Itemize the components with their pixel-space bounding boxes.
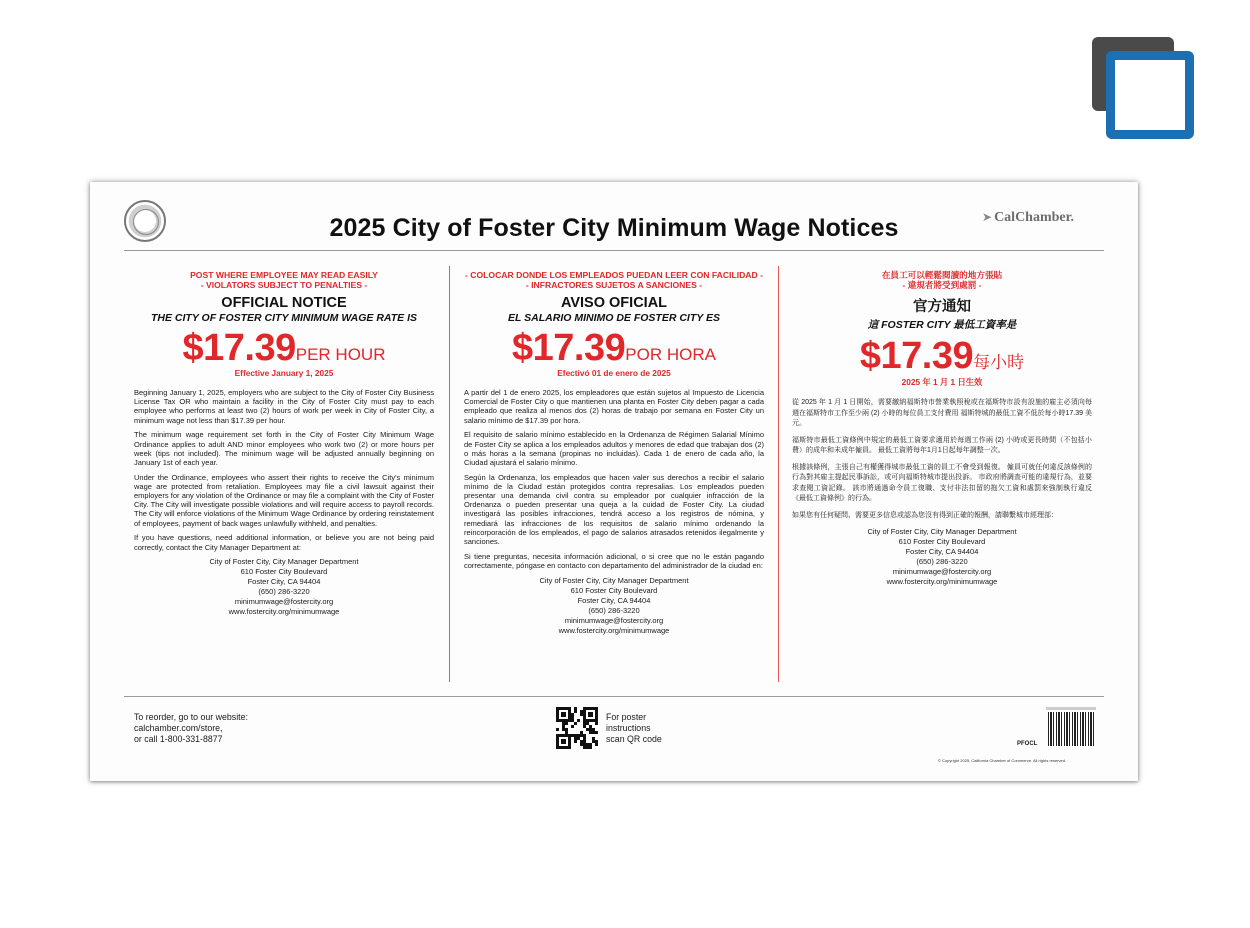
body-paragraph: If you have questions, need additional information, or believe you are not being paid correctly, contact the City Manager Department at:	[134, 533, 434, 552]
copyright-notice: © Copyright 2025, California Chamber of Commerce. All rights reserved.	[938, 758, 1067, 763]
qr-finder	[556, 734, 571, 749]
qr-instructions	[606, 712, 662, 745]
footer-divider	[124, 696, 1104, 697]
penalty-warning: - VIOLATORS SUBJECT TO PENALTIES -	[200, 280, 368, 290]
minimum-wage-poster[interactable]	[90, 182, 1138, 781]
qr-module	[574, 722, 577, 725]
qr-module	[595, 743, 598, 746]
reorder-website: calchamber.com/store,	[134, 723, 223, 733]
poster-title: 2025 City of Foster City Minimum Wage Notices	[329, 214, 899, 242]
qr-finder	[583, 707, 598, 722]
body-paragraph: Si tiene preguntas, necesita información adicional, o si cree que no le están pagando correctamente, póngase en contacto con departamento del administrador de la ciudad en:	[464, 551, 764, 570]
post-instruction: POST WHERE EMPLOYEE MAY READ EASILY	[190, 270, 378, 280]
qr-label-line: instructions	[606, 723, 651, 733]
calchamber-brand: CalChamber.	[994, 210, 1075, 225]
contact-email: minimumwage@fostercity.org	[234, 597, 334, 607]
penalty-warning: - INFRACTORES SUJETOS A SANCIONES -	[525, 280, 703, 290]
effective-date: 2025 年 1 月 1 日生效	[901, 377, 983, 387]
column-divider	[449, 266, 450, 682]
contact-street: 610 Foster City Boulevard	[570, 585, 658, 595]
reorder-phone: or call 1-800-331-8877	[134, 734, 223, 744]
body-paragraph: 從 2025 年 1 月 1 日開始，需要繳納福斯特市營業執照稅或在福斯特市設有設施的雇主必須向每週在福斯特市工作至少兩 (2) 小時的每位員工支付費用 福斯特城的最低工資不低於每小時17.39 美元。	[792, 399, 1092, 427]
body-paragraph: Según la Ordenanza, los empleados que hacen valer sus derechos a recibir el salario mínimo de la Ciudad están protegidos contra represalias. Los empleados pueden presentar una demanda civil contra su empleador por cualquier infracción de la Ordenanza o pueden presentar una queja a la cuidad de Foster City. La ciudad investigará las posibles infracciones, tendrá acceso a los registros de nómina, y remediará las infracciones de los requisitos de salario mínimo ordenando la reincorporación de los empleados, el pago de salarios atrasados retenidos ilegalmente y sanciones.	[464, 472, 764, 547]
contact-department: City of Foster City, City Manager Department	[867, 527, 1017, 536]
body-paragraph: Beginning January 1, 2025, employers who are subject to the City of Foster City Business License Tax OR who maintain a facility in the City of Foster City must pay to each employee who performs at least two (2) hours of work per week in City of Foster City, a minimum wage not less than $17.39 per hour.	[134, 388, 434, 425]
contact-city: Foster City, CA 94404	[247, 577, 321, 587]
wage-rate	[464, 326, 764, 370]
header-divider	[124, 250, 1104, 251]
contact-street: 610 Foster City Boulevard	[240, 567, 328, 577]
effective-date: Effective January 1, 2025	[234, 368, 334, 378]
qr-module	[574, 710, 577, 713]
qr-code-icon[interactable]	[556, 707, 598, 749]
notice-body	[134, 388, 434, 552]
english-notice-column	[134, 270, 434, 617]
body-paragraph: 如果您有任何疑問、需要更多信息或認為您沒有得到正確的報酬，請聯繫城市經理部：	[792, 511, 1058, 519]
qr-module	[571, 725, 574, 728]
wage-amount: $17.39	[859, 335, 974, 377]
notice-body	[792, 398, 1092, 521]
notice-subtitle: EL SALARIO MINIMO DE FOSTER CITY ES	[508, 312, 720, 324]
contact-phone: (650) 286-3220	[258, 587, 310, 597]
wage-unit: POR HORA	[625, 345, 716, 364]
contact-department: City of Foster City, City Manager Department	[539, 575, 689, 585]
wage-amount: $17.39	[182, 327, 296, 369]
effective-date: Efectivó 01 de enero de 2025	[557, 368, 671, 378]
wage-amount: $17.39	[512, 327, 626, 369]
qr-module	[577, 719, 580, 722]
penalty-warning: - 違規者將受到處罰 -	[902, 280, 982, 290]
reorder-line: To reorder, go to our website:	[134, 712, 248, 722]
body-paragraph: El requisito de salario mínimo establecido en la Ordenanza de Régimen Salarial Mínimo de Foster City se aplica a los empleados adultos y menores de edad que trabajan dos (2) o más horas a la semana (propinas no incluidas). Cada 1 de enero de cada año, la Ciudad ajustará el salario mínimo.	[464, 430, 764, 467]
notice-heading: OFFICIAL NOTICE	[221, 295, 347, 311]
qr-module	[595, 722, 598, 725]
contact-block	[792, 527, 1092, 587]
qr-module	[595, 731, 598, 734]
qr-module	[580, 713, 583, 716]
contact-email: minimumwage@fostercity.org	[564, 615, 664, 625]
column-divider	[778, 266, 779, 682]
post-instruction: - COLOCAR DONDE LOS EMPLEADOS PUEDAN LEER CON FACILIDAD -	[465, 270, 763, 280]
contact-department: City of Foster City, City Manager Department	[209, 557, 359, 567]
contact-street: 610 Foster City Boulevard	[898, 537, 986, 546]
notice-subtitle: THE CITY OF FOSTER CITY MINIMUM WAGE RATE IS	[150, 312, 417, 324]
chinese-notice-column	[792, 270, 1092, 587]
qr-finder	[556, 707, 571, 722]
post-instruction: 在員工可以輕鬆閱讀的地方張貼	[881, 270, 1003, 280]
barcode-icon	[1048, 712, 1094, 746]
qr-label-line: scan QR code	[606, 734, 662, 744]
wage-unit: 每小時	[973, 353, 1025, 372]
body-paragraph: The minimum wage requirement set forth in the City of Foster City Minimum Wage Ordinance applies to adult AND minor employees who work two (2) or more hours per week (tips not included). The minimum wage will be adjusted annually beginning on January 1st of each year.	[134, 430, 434, 467]
calchamber-logo	[982, 210, 1074, 226]
body-paragraph: Under the Ordinance, employees who assert their rights to receive the City's minimum wage are protected from retaliation. Employees may file a civil lawsuit against their employers for any violation of the Ordinance or may file a complaint with the City of Foster City. The City will investigate possible violations and will require access to payroll records. The City will enforce violations of the Minimum Wage Ordinance by ordering reinstatement of employees, payment of back wages unlawfully withheld, and penalties.	[134, 472, 434, 528]
contact-block	[464, 576, 764, 636]
qr-module	[565, 722, 568, 725]
contact-website: www.fostercity.org/minimumwage	[228, 607, 340, 617]
contact-email: minimumwage@fostercity.org	[892, 567, 992, 576]
bird-icon: ➤	[982, 210, 993, 224]
qr-module	[556, 728, 559, 731]
contact-phone: (650) 286-3220	[916, 557, 968, 566]
wage-rate	[792, 334, 1092, 378]
notice-body	[464, 388, 764, 570]
contact-city: Foster City, CA 94404	[577, 595, 651, 605]
body-paragraph: 根據該條例，主張自己有權獲得城市最低工資的員工不會受到報復。 僱員可就任何違反該條例的行為對其雇主提起民事訴訟，或可向福斯特城市提出投訴。 市政府將調查可能的違規行為，並要求查閱工資記錄。 該市將通過命令員工復職、支付非法扣留的拖欠工資和處罰來強制執行違反《最低工資條例》的行為。	[792, 463, 1092, 502]
brand-logo-icon	[1092, 37, 1184, 137]
spanish-notice-column	[464, 270, 764, 636]
body-paragraph: A partir del 1 de enero 2025, los empleadores que están sujetos al Impuesto de Licencia Comercial de Foster City o que mantienen una planta en Foster City deben pagar a cada empleado que realiza al menos dos (2) horas de trabajo por semana en Foster City un salario mínimo de $17.39 por hora.	[464, 388, 764, 425]
qr-module	[565, 731, 568, 734]
wage-unit: PER HOUR	[295, 345, 386, 364]
contact-website: www.fostercity.org/minimumwage	[886, 577, 998, 586]
notice-heading: 官方通知	[913, 299, 971, 315]
contact-phone: (650) 286-3220	[588, 605, 640, 615]
wage-rate	[134, 326, 434, 370]
contact-city: Foster City, CA 94404	[905, 547, 979, 556]
notice-heading: AVISO OFICIAL	[560, 295, 668, 311]
product-code: PFOCL	[1017, 741, 1038, 747]
reorder-info	[134, 712, 248, 745]
contact-block	[134, 557, 434, 617]
notice-subtitle: 這 FOSTER CITY 最低工資率是	[867, 319, 1017, 331]
contact-website: www.fostercity.org/minimumwage	[558, 625, 670, 635]
qr-label-line: For poster	[606, 712, 647, 722]
logo-front-square	[1106, 51, 1194, 139]
qr-module	[589, 746, 592, 749]
qr-module	[574, 740, 577, 743]
body-paragraph: 福斯特市最低工資條例中規定的最低工資要求適用於每週工作兩 (2) 小時或更長時間（不包括小費）的成年和未成年僱員。 最低工資將每年1月1日起每年調整一次。	[792, 436, 1092, 454]
